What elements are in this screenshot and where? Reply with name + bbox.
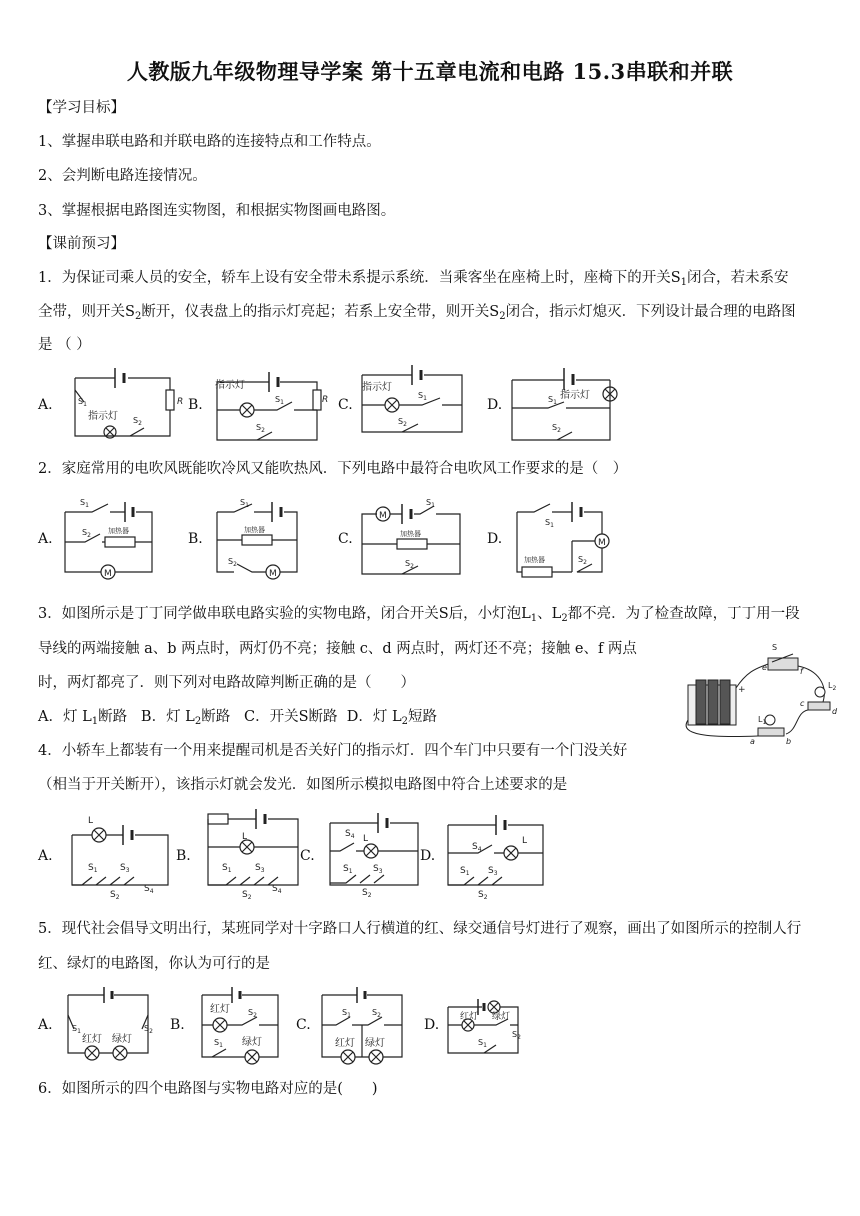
q3-line1: 3．如图所示是丁丁同学做串联电路实验的实物电路，闭合开关S后，小灯泡$L_1$、$L_2$都不亮．为了检查故障，丁丁用一段 bbox=[38, 606, 800, 624]
svg-text:d: d bbox=[832, 707, 838, 716]
svg-text:S3: $S_3$ bbox=[120, 863, 130, 874]
svg-text:加热器: 加热器 bbox=[400, 530, 421, 538]
svg-text:L: L bbox=[88, 816, 94, 826]
svg-text:S2: $S_2$ bbox=[133, 416, 142, 427]
svg-text:S2: $S_2$ bbox=[248, 1008, 257, 1019]
svg-text:S4: $S_4$ bbox=[345, 829, 355, 840]
q1a-indicator-label: 指示灯 bbox=[88, 411, 118, 422]
q1b-r-label: R bbox=[322, 395, 329, 405]
q1a-s1-label: $S_1$ bbox=[78, 397, 87, 408]
q1-option-c: C. bbox=[338, 397, 353, 413]
svg-text:S2: $S_2$ bbox=[242, 890, 252, 900]
svg-text:加热器: 加热器 bbox=[244, 526, 265, 534]
svg-text:S2: $S_2$ bbox=[144, 1024, 153, 1035]
q2-option-b: B. bbox=[188, 531, 203, 547]
svg-text:a: a bbox=[750, 737, 755, 746]
svg-text:S2: $S_2$ bbox=[398, 417, 407, 428]
q2-option-c: C. bbox=[338, 531, 353, 547]
svg-text:e: e bbox=[762, 663, 767, 672]
q4-option-c: C. bbox=[300, 848, 315, 864]
q1-circuit-a bbox=[75, 368, 174, 438]
preview-heading: 【课前预习】 bbox=[38, 236, 125, 252]
q2-text: 2．家庭常用的电吹风既能吹冷风又能吹热风．下列电路中最符合电吹风工作要求的是（ ） bbox=[38, 461, 628, 477]
svg-text:S3: $S_3$ bbox=[488, 866, 498, 877]
q1-option-a: A. bbox=[38, 397, 53, 413]
svg-text:S2: $S_2$ bbox=[552, 423, 561, 434]
svg-text:M: M bbox=[104, 569, 112, 579]
svg-text:L: L bbox=[522, 836, 528, 846]
svg-text:S4: $S_4$ bbox=[144, 884, 154, 895]
svg-text:S3: $S_3$ bbox=[373, 864, 383, 875]
svg-text:S1: $S_1$ bbox=[214, 1038, 223, 1049]
svg-text:S1: $S_1$ bbox=[343, 864, 353, 875]
svg-text:绿灯: 绿灯 bbox=[112, 1034, 132, 1045]
q1-option-b: B. bbox=[188, 397, 203, 413]
q2-circuits bbox=[60, 492, 630, 584]
svg-text:S1: $S_1$ bbox=[460, 866, 470, 877]
svg-text:S2: $S_2$ bbox=[478, 890, 488, 900]
svg-text:S1: $S_1$ bbox=[80, 498, 89, 509]
svg-text:S1: $S_1$ bbox=[418, 391, 427, 402]
svg-text:S4: $S_4$ bbox=[272, 884, 282, 895]
goal-2: 2、会判断电路连接情况。 bbox=[38, 168, 207, 184]
q5-circuits bbox=[60, 985, 530, 1070]
q2-option-d: D. bbox=[487, 531, 503, 547]
q1d-indicator-label: 指示灯 bbox=[560, 390, 590, 401]
svg-text:绿灯: 绿灯 bbox=[365, 1038, 385, 1049]
q4-option-a: A. bbox=[38, 848, 53, 864]
svg-text:S2: $S_2$ bbox=[405, 559, 414, 570]
svg-text:S2: $S_2$ bbox=[512, 1030, 521, 1041]
svg-text:红灯: 红灯 bbox=[210, 1004, 230, 1015]
q4-option-d: D. bbox=[420, 848, 436, 864]
q5-option-a: A. bbox=[38, 1017, 53, 1033]
svg-text:S1: $S_1$ bbox=[275, 395, 284, 406]
q5-option-b: B. bbox=[170, 1017, 185, 1033]
q1-circuit-c bbox=[362, 365, 462, 432]
q1a-r-label: R bbox=[177, 397, 184, 407]
svg-text:S4: $S_4$ bbox=[472, 842, 482, 853]
q1b-indicator-label: 指示灯 bbox=[215, 380, 245, 391]
svg-text:加热器: 加热器 bbox=[108, 527, 129, 535]
svg-text:S3: $S_3$ bbox=[255, 863, 265, 874]
svg-text:红灯: 红灯 bbox=[460, 1012, 479, 1022]
svg-text:加热器: 加热器 bbox=[524, 556, 545, 564]
svg-text:b: b bbox=[786, 737, 792, 746]
svg-text:S2: $S_2$ bbox=[372, 1008, 381, 1019]
q3-options: A．灯 $L_1$断路 B．灯 $L_2$断路 C．开关S断路 D．灯 $L_2$短路 bbox=[38, 709, 438, 727]
q4-line1: 4．小轿车上都装有一个用来提醒司机是否关好门的指示灯．四个车门中只要有一个门没关好 bbox=[38, 743, 628, 759]
svg-text:M: M bbox=[598, 538, 606, 548]
svg-text:S2: $S_2$ bbox=[362, 888, 372, 899]
q4-circuits bbox=[60, 805, 560, 900]
svg-text:S1: $S_1$ bbox=[342, 1008, 351, 1019]
svg-text:红灯: 红灯 bbox=[335, 1038, 355, 1049]
goals-heading: 【学习目标】 bbox=[38, 100, 125, 116]
q5-option-d: D. bbox=[424, 1017, 440, 1033]
q4-line2: （相当于开关断开），该指示灯就会发光．如图所示模拟电路图中符合上述要求的是 bbox=[38, 777, 568, 793]
svg-text:S2: $S_2$ bbox=[228, 557, 237, 568]
svg-text:L1: $L_1$ bbox=[758, 715, 767, 726]
q3-line2: 导线的两端接触 a、b 两点时，两灯仍不亮；接触 c、d 两点时，两灯还不亮；接触 e、f 两点 bbox=[38, 641, 637, 657]
goal-3: 3、掌握根据电路图连实物图，和根据实物图画电路图。 bbox=[38, 203, 396, 219]
svg-text:S2: $S_2$ bbox=[110, 890, 120, 900]
svg-text:S1: $S_1$ bbox=[548, 395, 557, 406]
q3-physical-circuit bbox=[668, 640, 848, 750]
q1-line3: 是 （ ） bbox=[38, 337, 91, 353]
svg-text:+: + bbox=[738, 685, 746, 695]
svg-text:M: M bbox=[379, 511, 387, 521]
svg-text:S: S bbox=[772, 643, 778, 652]
svg-text:L: L bbox=[363, 834, 369, 844]
svg-text:红灯: 红灯 bbox=[82, 1034, 102, 1045]
svg-text:M: M bbox=[269, 569, 277, 579]
q1-option-d: D. bbox=[487, 397, 503, 413]
svg-text:S1: $S_1$ bbox=[88, 863, 98, 874]
q6-text: 6．如图所示的四个电路图与实物电路对应的是( ) bbox=[38, 1081, 378, 1097]
svg-text:S2: $S_2$ bbox=[82, 528, 91, 539]
q1-circuits bbox=[60, 360, 630, 446]
svg-text:S1: $S_1$ bbox=[72, 1024, 81, 1035]
svg-text:L2: $L_2$ bbox=[828, 681, 837, 692]
q1-circuit-d bbox=[512, 368, 617, 440]
svg-text:绿灯: 绿灯 bbox=[242, 1037, 262, 1048]
q1-line1: 1．为保证司乘人员的安全，轿车上设有安全带未系提示系统．当乘客坐在座椅上时，座椅下的开关$S_1$闭合，若未系安 bbox=[38, 270, 789, 288]
svg-text:S1: $S_1$ bbox=[240, 498, 249, 509]
svg-text:S1: $S_1$ bbox=[426, 498, 435, 509]
svg-text:绿灯: 绿灯 bbox=[492, 1012, 511, 1022]
svg-text:S1: $S_1$ bbox=[478, 1038, 487, 1049]
svg-text:S1: $S_1$ bbox=[545, 518, 554, 529]
q1c-indicator-label: 指示灯 bbox=[362, 382, 392, 393]
goal-1: 1、掌握串联电路和并联电路的连接特点和工作特点。 bbox=[38, 134, 381, 150]
svg-text:S1: $S_1$ bbox=[222, 863, 232, 874]
svg-text:S2: $S_2$ bbox=[256, 423, 265, 434]
q2-option-a: A. bbox=[38, 531, 53, 547]
q3-line3: 时，两灯都亮了．则下列对电路故障判断正确的是（ ） bbox=[38, 675, 415, 691]
svg-text:c: c bbox=[800, 699, 805, 708]
svg-text:f: f bbox=[800, 667, 803, 676]
page-title: 人教版九年级物理导学案 第十五章电流和电路 15.3串联和并联 bbox=[126, 59, 734, 84]
svg-text:L: L bbox=[242, 832, 248, 842]
q5-line2: 红、绿灯的电路图，你认为可行的是 bbox=[38, 956, 270, 972]
q1-line2: 全带，则开关$S_2$断开，仪表盘上的指示灯亮起；若系上安全带，则开关$S_2$闭合，指示灯熄灭．下列设计最合理的电路图 bbox=[38, 304, 796, 322]
q5-line1: 5．现代社会倡导文明出行，某班同学对十字路口人行横道的红、绿交通信号灯进行了观察，画出了如图所示的控制人行 bbox=[38, 921, 802, 937]
q5-option-c: C. bbox=[296, 1017, 311, 1033]
q4-option-b: B. bbox=[176, 848, 191, 864]
svg-text:S2: $S_2$ bbox=[578, 555, 587, 566]
